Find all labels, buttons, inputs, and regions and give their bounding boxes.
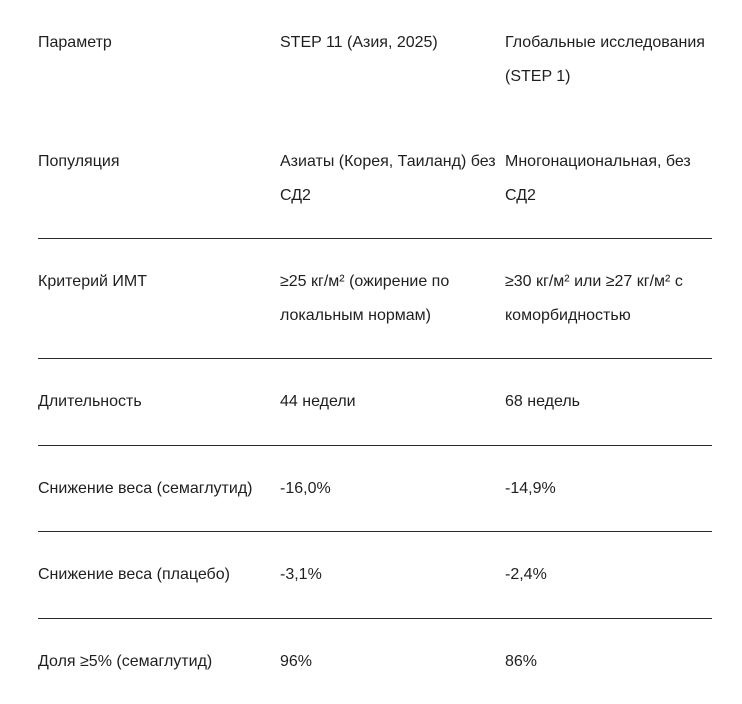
step11-value: 44 недели (280, 359, 505, 446)
global-value: ≥30 кг/м² или ≥27 кг/м² с коморбидностью (505, 239, 712, 359)
comparison-table-container (38, 0, 712, 704)
header-parameter: Параметр (38, 34, 112, 51)
step11-value: -3,1% (280, 532, 505, 619)
global-value: Многонациональная, без СД2 (505, 153, 691, 204)
global-value: 86% (505, 618, 712, 704)
table-row (38, 239, 712, 359)
table-row (38, 445, 712, 532)
global-value: -14,9% (505, 445, 712, 532)
row-label: Снижение веса (семаглутид) (38, 445, 280, 532)
step11-value: 96% (280, 618, 505, 704)
header-global-studies: Глобальные исследования (STEP 1) (505, 34, 705, 85)
comparison-table (38, 0, 712, 704)
header-step11: STEP 11 (Азия, 2025) (280, 34, 438, 51)
table-row (38, 119, 712, 239)
table-row (38, 532, 712, 619)
global-value: 68 недель (505, 359, 712, 446)
global-value: -2,4% (505, 532, 712, 619)
row-label: Длительность (38, 359, 280, 446)
step11-value: Азиаты (Корея, Таиланд) без СД2 (280, 153, 496, 204)
row-label: Популяция (38, 153, 120, 170)
row-label: Доля ≥5% (семаглутид) (38, 618, 280, 704)
table-row (38, 359, 712, 446)
row-label: Критерий ИМТ (38, 239, 280, 359)
row-label: Снижение веса (плацебо) (38, 532, 280, 619)
table-header-row (38, 0, 712, 119)
table-row (38, 618, 712, 704)
step11-value: ≥25 кг/м² (ожирение по локальным нормам) (280, 239, 505, 359)
step11-value: -16,0% (280, 445, 505, 532)
